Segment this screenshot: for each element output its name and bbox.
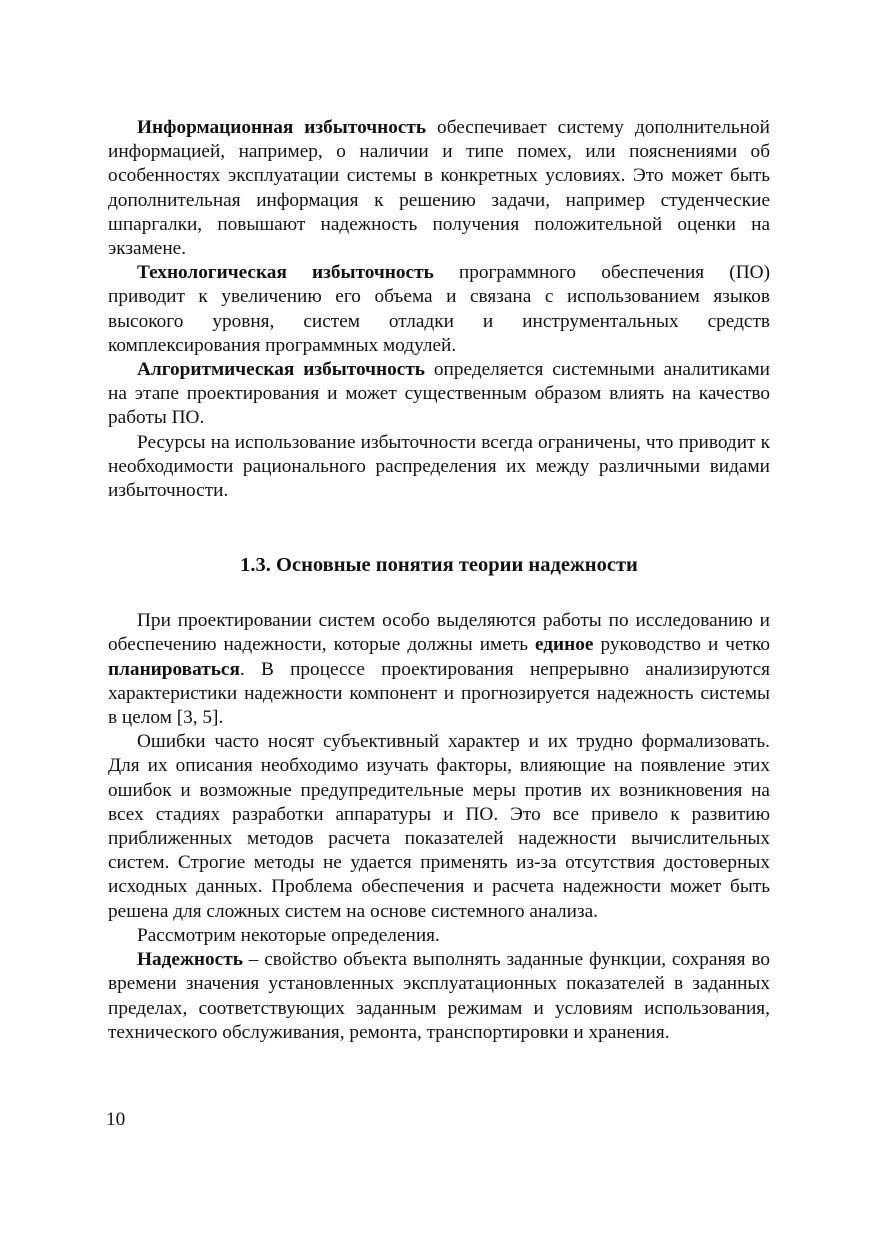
paragraph-text: . В процессе проектирования непрерывно анализируются характеристики надежности компонент и прогнозируется надежность системы в целом [3, 5]. — [108, 658, 770, 729]
paragraph-text: Рассмотрим некоторые определения. — [137, 924, 440, 946]
paragraph-definitions-intro — [108, 924, 770, 948]
paragraph-reliability-definition — [108, 948, 770, 1045]
paragraph-text: определяется системными аналитиками на этапе проектирования и может существенным образом влиять на качество работы ПО. — [108, 359, 770, 429]
section-heading: 1.3. Основные понятия теории надежности — [240, 554, 638, 577]
term-reliability: Надежность — [137, 949, 243, 971]
paragraph-errors — [108, 730, 770, 924]
page-body — [108, 116, 770, 1045]
term-technological-redundancy: Технологическая избыточность — [137, 262, 434, 284]
paragraph-information-redundancy — [108, 116, 770, 261]
paragraph-technological-redundancy — [108, 261, 770, 358]
emphasis-unified: единое — [535, 634, 594, 656]
term-information-redundancy: Информационная избыточность — [137, 117, 427, 138]
paragraph-text: обеспечивает систему дополнительной информацией, например, о наличии и типе помех, или пояснениями об особенностях эксплуатации системы в конкретных условиях. Это может быть дополнительная информация к решению задачи, например студенческие шпаргалки, повышают надежность получения положительной оценки на экзамене. — [108, 117, 770, 260]
paragraph-text: Ресурсы на использование избыточности всегда ограничены, что приводит к необходимости рационального распределения их между различными видами избыточности. — [108, 431, 770, 502]
paragraph-text: руководство и четко — [593, 634, 770, 656]
page-number: 10 — [106, 1109, 126, 1130]
paragraph-design-reliability — [108, 609, 770, 730]
paragraph-text: программного обеспечения (ПО) приводит к увеличению его объема и связана с использованием языков высокого уровня, систем отладки и инструментальных средств комплексирования программных модулей. — [108, 262, 770, 356]
paragraph-text: Ошибки часто носят субъективный характер и их трудно формализовать. Для их описания необходимо изучать факторы, влияющие на появление этих ошибок и возможные предупредительные меры против их возникновения на всех стадиях разработки аппаратуры и ПО. Это все привело к развитию приближенных методов расчета показателей надежности вычислительных систем. Строгие методы не удается применять из-за отсутствия достоверных исходных данных. Проблема обеспечения и расчета надежности может быть решена для сложных систем на основе системного анализа. — [108, 731, 770, 922]
emphasis-planned: планироваться — [108, 658, 240, 680]
paragraph-algorithmic-redundancy — [108, 358, 770, 431]
paragraph-text: При проектировании систем особо выделяются работы по исследованию и обеспечению надежности, которые должны иметь — [108, 610, 770, 656]
paragraph-resources — [108, 431, 770, 504]
paragraph-text: – свойство объекта выполнять заданные функции, сохраняя во времени значения установленных эксплуатационных показателей в заданных пределах, соответствующих заданным режимам и условиям использования, технического обслуживания, ремонта, транспортировки и хранения. — [108, 949, 770, 1043]
term-algorithmic-redundancy: Алгоритмическая избыточность — [137, 359, 425, 381]
